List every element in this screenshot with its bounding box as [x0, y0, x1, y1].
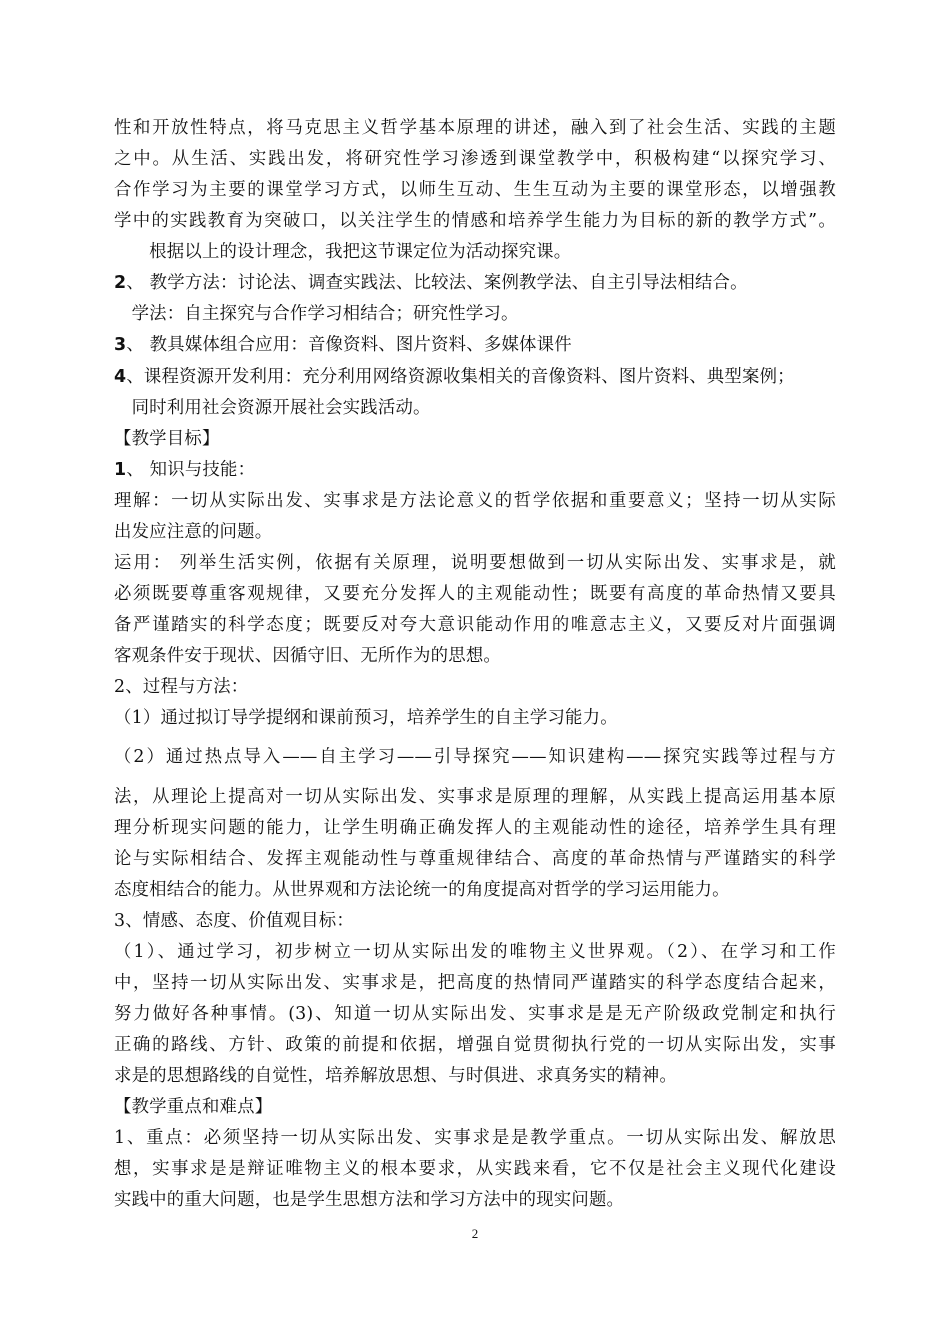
- text-line: [114, 583, 836, 605]
- text-line: [114, 941, 836, 963]
- line-text: 、课程资源开发利用：充分利用网络资源收集相关的音像资料、图片资料、典型案例；: [126, 367, 795, 387]
- line-text: 3、情感、态度、价值观目标：: [114, 911, 354, 931]
- line-text: 客观条件安于现状、因循守旧、无所作为的思想。: [114, 646, 501, 666]
- text-line: [114, 179, 836, 201]
- line-text: 态度相结合的能力。从世界观和方法论统一的角度提高对哲学的学习运用能力。: [114, 880, 730, 900]
- line-text: 正确的路线、方针、政策的前提和依据，增强自觉贯彻执行党的一切从实际出发，实事: [114, 1035, 836, 1055]
- line-text: 理解：一切从实际出发、实事求是方法论意义的哲学依据和重要意义；坚持一切从实际: [114, 491, 836, 511]
- line-text: 想，实事求是是辩证唯物主义的根本要求，从实践来看，它不仅是社会主义现代化建设: [114, 1159, 836, 1179]
- list-number: 4: [114, 367, 127, 387]
- text-line: [114, 1158, 836, 1180]
- line-text: 之中。从生活、实践出发，将研究性学习渗透到课堂教学中，积极构建“以探究学习、: [114, 149, 836, 169]
- text-line: [114, 879, 730, 901]
- text-line: [114, 428, 220, 450]
- line-text: （1）、通过学习，初步树立一切从实际出发的唯物主义世界观。（2）、在学习和工作: [114, 942, 836, 962]
- line-text: 、 知识与技能：: [126, 460, 256, 480]
- line-text: 论与实际相结合、发挥主观能动性与尊重规律结合、高度的革命热情与严谨踏实的科学: [114, 849, 836, 869]
- line-text: 努力做好各种事情。(3)、知道一切从实际出发、实事求是是无产阶级政党制定和执行: [114, 1004, 836, 1024]
- line-text: 法，从理论上提高对一切从实际出发、实事求是原理的理解，从实践上提高运用基本原: [114, 787, 836, 807]
- line-text: 、 教具媒体组合应用：音像资料、图片资料、多媒体课件: [126, 335, 572, 355]
- text-line: [114, 910, 354, 932]
- line-text: 性和开放性特点，将马克思主义哲学基本原理的讲述，融入到了社会生活、实践的主题: [114, 118, 836, 138]
- line-text: 求是的思想路线的自觉性，培养解放思想、与时俱进、求真务实的精神。: [114, 1066, 677, 1086]
- line-text: 运用： 列举生活实例，依据有关原理，说明要想做到一切从实际出发、实事求是，就: [114, 553, 836, 573]
- line-text: 备严谨踏实的科学态度；既要反对夸大意识能动作用的唯意志主义，又要反对片面强调: [114, 615, 836, 635]
- text-line: [114, 1127, 836, 1149]
- line-text: 【教学目标】: [114, 429, 220, 449]
- text-line: [114, 614, 836, 636]
- line-text: 必须既要尊重客观规律，又要充分发挥人的主观能动性；既要有高度的革命热情又要具: [114, 584, 836, 604]
- text-line: [114, 459, 255, 481]
- text-line: [114, 676, 248, 698]
- text-line: [114, 1034, 836, 1056]
- list-number: 3: [114, 335, 127, 355]
- text-line: [114, 552, 836, 574]
- text-line: [114, 241, 571, 263]
- line-text: 、 教学方法：讨论法、调查实践法、比较法、案例教学法、自主引导法相结合。: [126, 273, 748, 293]
- text-line: [114, 490, 836, 512]
- line-text: 出发应注意的问题。: [114, 522, 273, 542]
- text-line: [114, 746, 836, 768]
- page-number: 2: [471, 1226, 479, 1241]
- text-line: [114, 848, 836, 870]
- text-line: [114, 645, 501, 667]
- list-number: 2: [114, 273, 127, 293]
- line-text: 同时利用社会资源开展社会实践活动。: [114, 398, 431, 418]
- list-number: 1: [114, 460, 127, 480]
- line-text: （1）通过拟订导学提纲和课前预习，培养学生的自主学习能力。: [114, 708, 618, 728]
- text-line: [114, 303, 519, 325]
- line-text: 学中的实践教育为突破口，以关注学生的情感和培养学生能力为目标的新的教学方式”。: [114, 211, 836, 231]
- line-text: 实践中的重大问题，也是学生思想方法和学习方法中的现实问题。: [114, 1190, 625, 1210]
- text-line: [114, 272, 748, 294]
- text-line: [114, 786, 836, 808]
- text-line: [114, 334, 572, 356]
- text-line: [114, 397, 431, 419]
- text-line: [114, 1096, 272, 1118]
- text-line: [114, 707, 618, 729]
- line-text: 合作学习为主要的课堂学习方式，以师生互动、生生互动为主要的课堂形态，以增强教: [114, 180, 836, 200]
- line-text: 中，坚持一切从实际出发、实事求是，把高度的热情同严谨踏实的科学态度结合起来，: [114, 973, 836, 993]
- text-line: [114, 1065, 677, 1087]
- text-line: [114, 210, 836, 232]
- line-text: 理分析现实问题的能力，让学生明确正确发挥人的主观能动性的途径，培养学生具有理: [114, 818, 836, 838]
- line-text: 根据以上的设计理念，我把这节课定位为活动探究课。: [114, 242, 572, 262]
- line-text: 学法：自主探究与合作学习相结合；研究性学习。: [114, 304, 519, 324]
- text-line: [114, 117, 836, 139]
- text-line: [114, 1189, 624, 1211]
- text-line: [114, 817, 836, 839]
- text-line: [114, 366, 795, 388]
- text-line: [114, 1003, 836, 1025]
- line-text: 2、过程与方法：: [114, 677, 249, 697]
- text-line: [114, 148, 836, 170]
- line-text: 【教学重点和难点】: [114, 1097, 273, 1117]
- text-line: [114, 972, 836, 994]
- text-line: [114, 521, 272, 543]
- line-text: （2）通过热点导入——自主学习——引导探究——知识建构——探究实践等过程与方: [114, 747, 836, 767]
- line-text: 1、重点：必须坚持一切从实际出发、实事求是是教学重点。一切从实际出发、解放思: [114, 1128, 836, 1148]
